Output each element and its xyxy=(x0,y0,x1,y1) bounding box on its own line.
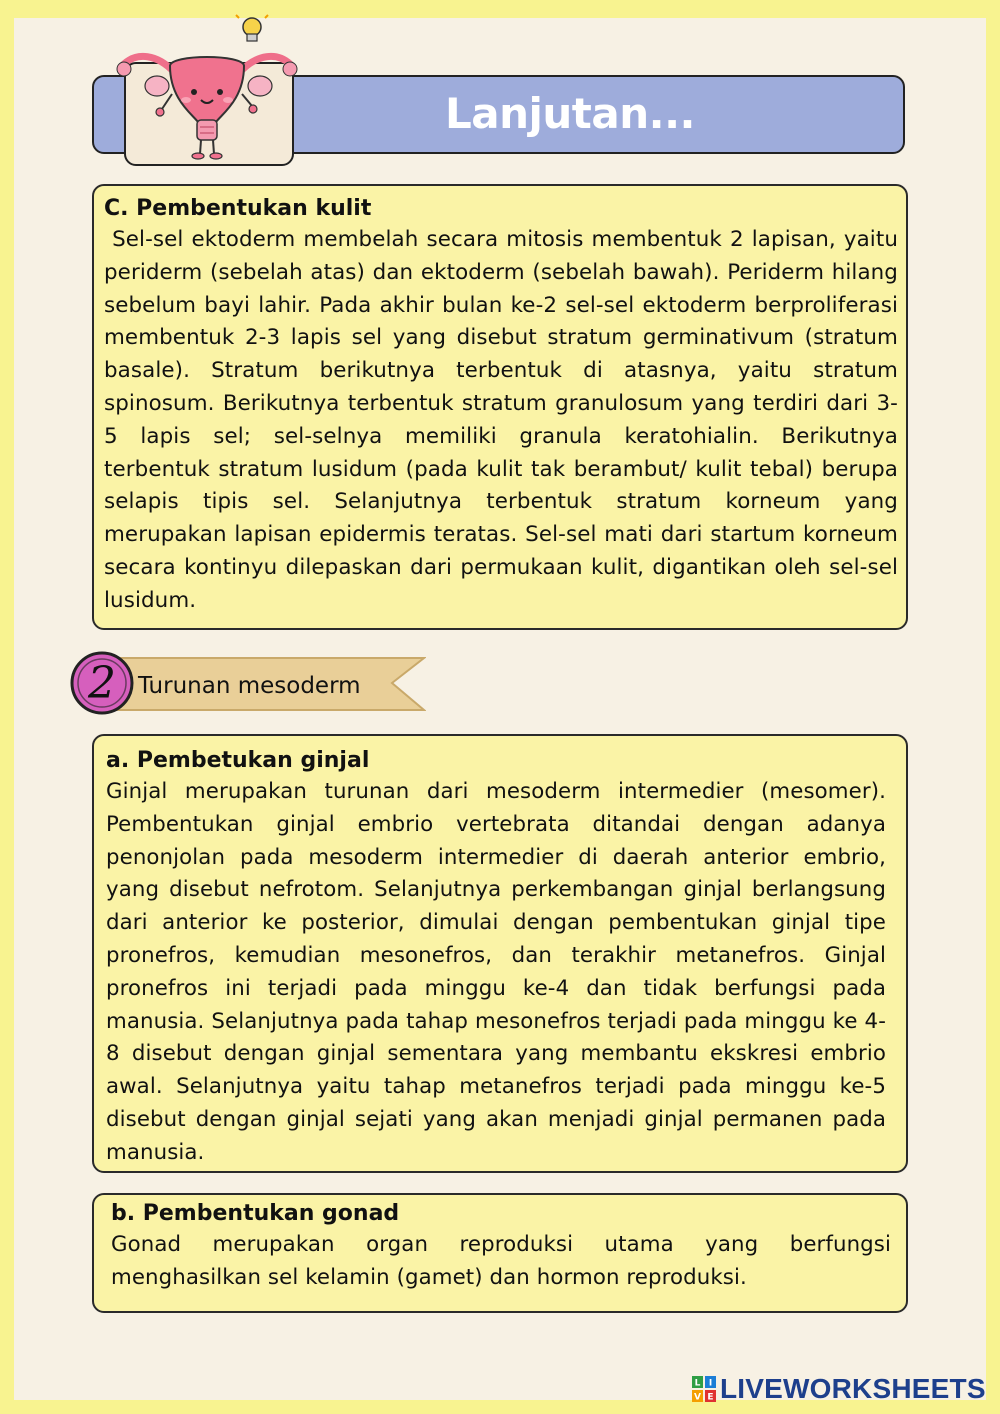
uterus-mascot-icon xyxy=(112,14,302,164)
section-b-body: Gonad merupakan organ reproduksi utama yang berfungsi menghasilkan sel kelamin (gamet) dan hormon reproduksi. xyxy=(111,1232,891,1290)
svg-text:I: I xyxy=(708,1378,713,1389)
section-a-heading: a. Pembetukan ginjal xyxy=(106,748,370,773)
section-c-body: Sel-sel ektoderm membelah secara mitosis membentuk 2 lapisan, yaitu periderm (sebelah atas) dan ektoderm (sebelah bawah). Periderm hilang sebelum bayi lahir. Pada akhir bulan ke-2 sel-sel ektoderm berproliferasi membentuk 2-3 lapis sel yang disebut stratum germinativum (stratum basale). Stratum berikutnya terbentuk di atasnya, yaitu stratum spinosum. Berikutnya terbentuk stratum granulosum yang terdiri dari 3-5 lapis sel; sel-selnya memiliki granula keratohialin. Berikutnya terbentuk stratum lusidum (pada kulit tak berambut/ kulit tebal) berupa selapis tipis sel. Selanjutnya terbentuk stratum korneum yang merupakan lapisan epidermis teratas. Sel-sel mati dari startum korneum secara kontinyu dilepaskan dari permukaan kulit, digantikan oleh sel-sel lusidum. xyxy=(104,227,905,613)
section-b-card xyxy=(92,1193,908,1313)
section-c-card xyxy=(92,184,908,630)
page-title: Lanjutan... xyxy=(445,89,695,138)
svg-text:L: L xyxy=(694,1378,701,1389)
liveworksheets-logo-icon xyxy=(692,1376,716,1402)
lightbulb-icon xyxy=(236,15,268,41)
section-a-body: Ginjal merupakan turunan dari mesoderm intermedier (mesomer). Pembentukan ginjal embrio vertebrata ditandai dengan adanya penonjolan pada mesoderm intermedier di daerah anterior embrio, yang disebut nefrotom. Selanjutnya perkembangan ginjal berlangsung dari anterior ke posterior, dimulai dengan pembentukan ginjal tipe pronefros, kemudian mesonefros, dan terakhir metanefros. Ginjal pronefros ini terjadi pada minggu ke-4 dan tidak berfungsi pada manusia. Selanjutnya pada tahap mesonefros terjadi pada minggu ke 4-8 disebut dengan ginjal sementara yang membantu ekskresi embrio awal. Selanjutnya yaitu tahap metanefros terjadi pada minggu ke-5 disebut dengan ginjal sejati yang akan menjadi ginjal permanen pada manusia. xyxy=(106,779,886,1165)
section-c-heading: C. Pembentukan kulit xyxy=(104,196,372,221)
liveworksheets-logo[interactable] xyxy=(692,1374,986,1404)
section-number: 2 xyxy=(88,658,116,709)
svg-text:V: V xyxy=(694,1392,701,1402)
section-ribbon-label: Turunan mesoderm xyxy=(138,673,361,699)
section-a-card xyxy=(92,734,908,1173)
svg-text:E: E xyxy=(707,1392,714,1402)
liveworksheets-logo-text: LIVEWORKSHEETS xyxy=(720,1373,986,1404)
section-b-heading: b. Pembentukan gonad xyxy=(111,1201,400,1226)
